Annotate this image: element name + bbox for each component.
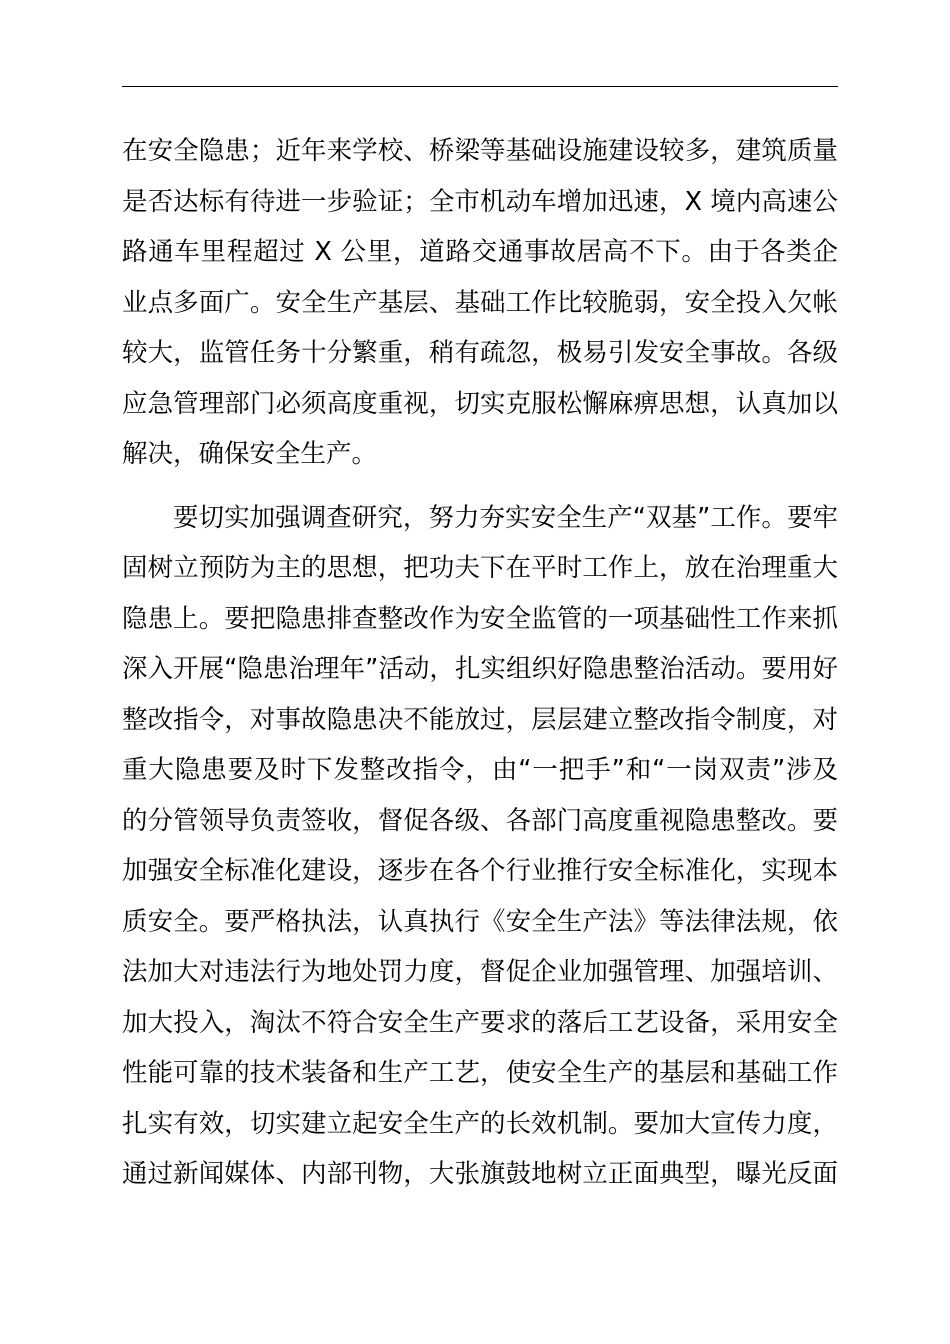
text-line: 加大投入，淘汰不符合安全生产要求的落后工艺设备，采用安全 <box>122 1007 838 1038</box>
header-rule <box>122 86 838 87</box>
text-line: 性能可靠的技术装备和生产工艺，使安全生产的基层和基础工作 <box>122 1058 838 1088</box>
text-line: 重大隐患要及时下发整改指令，由“一把手”和“一岗双责”涉及 <box>122 755 838 785</box>
document-body <box>122 126 838 1200</box>
paragraph-2 <box>122 493 838 1200</box>
text-line: 要切实加强调查研究，努力夯实安全生产“双基”工作。要牢 <box>173 502 838 533</box>
text-line: 法加大对违法行为地处罚力度，督促企业加强管理、加强培训、 <box>122 957 838 987</box>
text-line: 路通车里程超过 X 公里，道路交通事故居高不下。由于各类企 <box>122 237 838 267</box>
text-line: 整改指令，对事故隐患决不能放过，层层建立整改指令制度，对 <box>122 704 838 735</box>
text-line: 的分管领导负责签收，督促各级、各部门高度重视隐患整改。要 <box>122 805 838 836</box>
text-line: 深入开展“隐患治理年”活动，扎实组织好隐患整治活动。要用好 <box>122 654 838 684</box>
text-line: 业点多面广。安全生产基层、基础工作比较脆弱，安全投入欠帐 <box>122 287 838 318</box>
text-line: 解决，确保安全生产。 <box>122 439 378 469</box>
text-line: 质安全。要严格执法，认真执行《安全生产法》等法律法规，依 <box>122 906 838 937</box>
paragraph-1 <box>122 126 838 480</box>
text-line: 在安全隐患；近年来学校、桥梁等基础设施建设较多，建筑质量 <box>122 136 838 166</box>
text-line: 隐患上。要把隐患排查整改作为安全监管的一项基础性工作来抓 <box>122 603 838 634</box>
text-line: 加强安全标准化建设，逐步在各个行业推行安全标准化，实现本 <box>122 856 838 886</box>
paragraph-spacer <box>122 480 838 493</box>
text-line: 固树立预防为主的思想，把功夫下在平时工作上，放在治理重大 <box>122 553 838 583</box>
text-line: 扎实有效，切实建立起安全生产的长效机制。要加大宣传力度， <box>122 1108 838 1139</box>
text-line: 通过新闻媒体、内部刊物，大张旗鼓地树立正面典型，曝光反面 <box>122 1159 838 1189</box>
text-line: 是否达标有待进一步验证；全市机动车增加迅速，X 境内高速公 <box>122 186 838 217</box>
text-line: 应急管理部门必须高度重视，切实克服松懈麻痹思想，认真加以 <box>122 388 838 419</box>
text-line: 较大，监管任务十分繁重，稍有疏忽，极易引发安全事故。各级 <box>122 338 838 368</box>
